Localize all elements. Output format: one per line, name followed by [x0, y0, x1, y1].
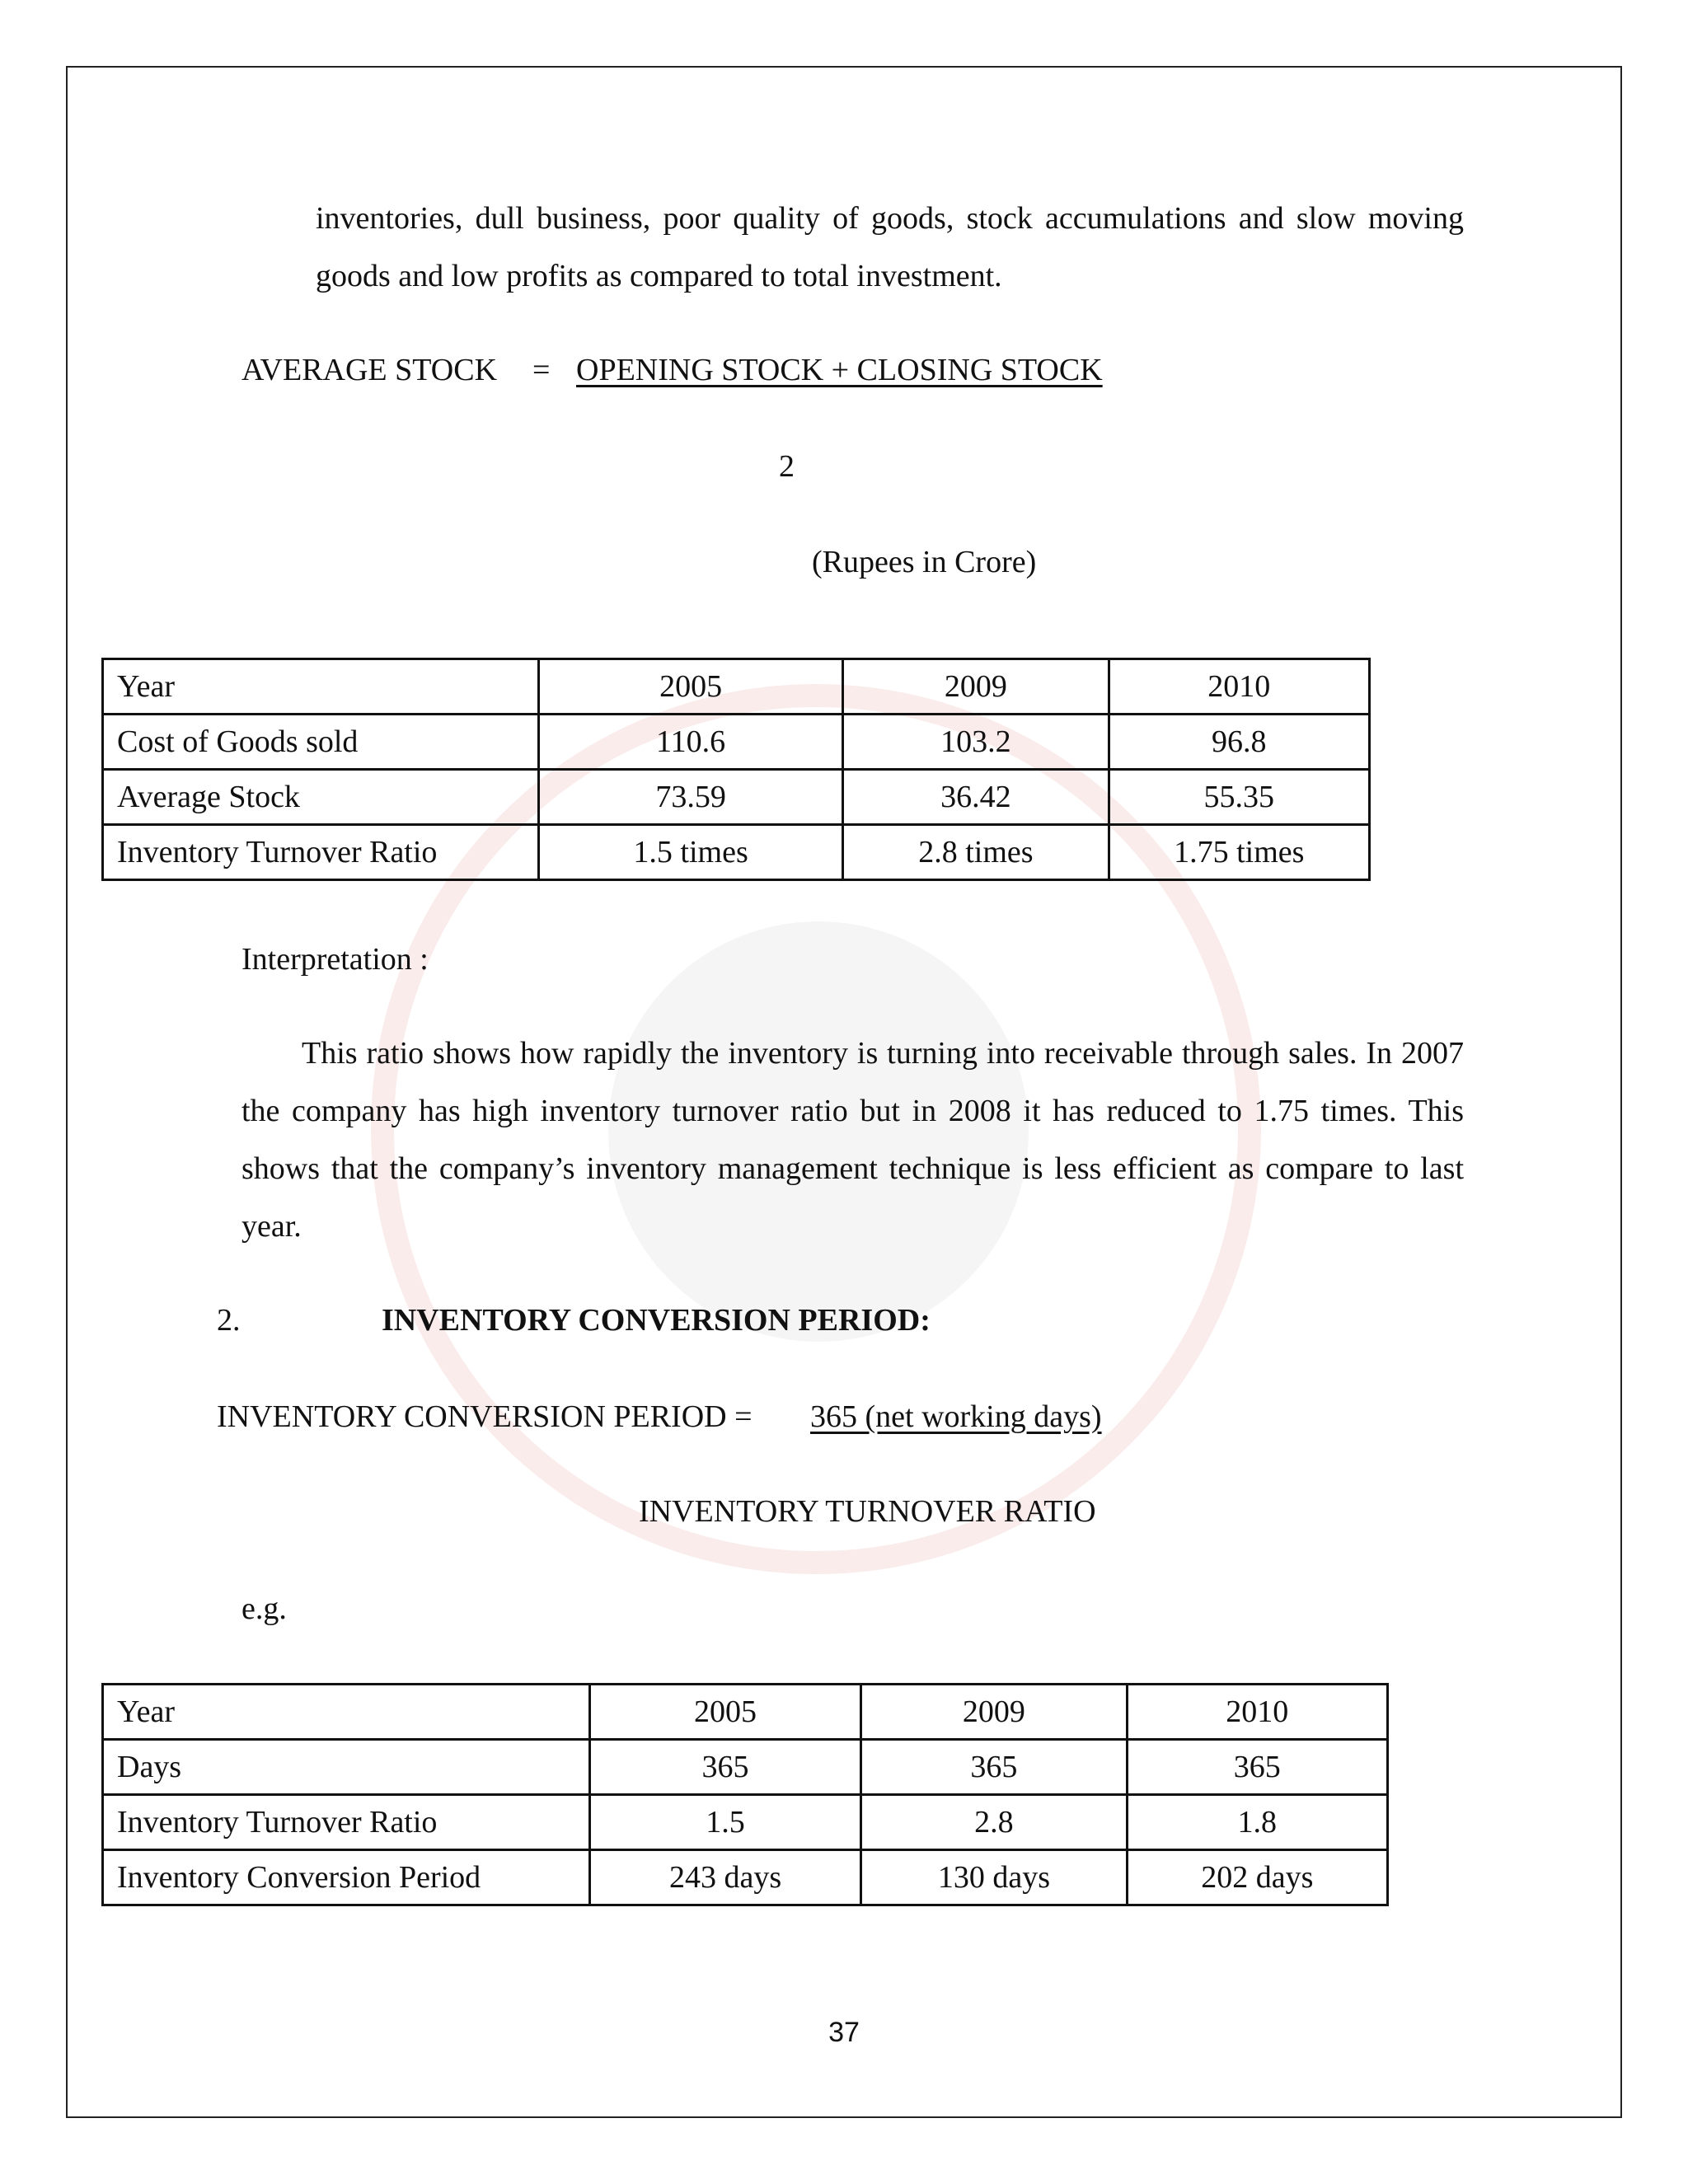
example-label: e.g. [241, 1591, 287, 1626]
table-cell: 202 days [1127, 1850, 1387, 1905]
table-cell: 2.8 [861, 1795, 1127, 1850]
table-cell: 243 days [589, 1850, 860, 1905]
table-cell: 2010 [1109, 659, 1369, 715]
formula1-denominator: 2 [779, 449, 795, 484]
table-cell: Average Stock [103, 770, 539, 825]
table-cell: 103.2 [843, 715, 1109, 770]
table-cell: 2005 [589, 1685, 860, 1740]
formula2-lhs: INVENTORY CONVERSION PERIOD = [217, 1399, 753, 1434]
table-cell: 73.59 [538, 770, 842, 825]
table-cell: Inventory Conversion Period [103, 1850, 590, 1905]
table-row [103, 1795, 1388, 1850]
formula1-numerator: OPENING STOCK + CLOSING STOCK [576, 353, 1103, 387]
table-cell: 2005 [538, 659, 842, 715]
table-cell: 365 [1127, 1740, 1387, 1795]
table-row [103, 715, 1370, 770]
table-row [103, 825, 1370, 880]
inventory-conversion-table [101, 1683, 1389, 1906]
table-cell: 2010 [1127, 1685, 1387, 1740]
table-cell: 55.35 [1109, 770, 1369, 825]
table-row [103, 1685, 1388, 1740]
section-title: INVENTORY CONVERSION PERIOD: [382, 1303, 931, 1338]
table-cell: 365 [589, 1740, 860, 1795]
table-cell: Year [103, 659, 539, 715]
table-cell: Inventory Turnover Ratio [103, 1795, 590, 1850]
table-cell: 1.5 times [538, 825, 842, 880]
table-cell: Days [103, 1740, 590, 1795]
table-cell: 2009 [843, 659, 1109, 715]
table-row [103, 770, 1370, 825]
interpretation-heading: Interpretation : [241, 942, 429, 977]
intro-paragraph: inventories, dull business, poor quality of goods, stock accumulations and slow moving goods and low profits as compared to total investment. [316, 201, 1464, 293]
table-cell: Year [103, 1685, 590, 1740]
interpretation-paragraph: This ratio shows how rapidly the inventory is turning into receivable through sales. In 2007 the company has high inventory turnover ratio but in 2008 it has reduced to 1.75 times. This shows that the company’s inventory management technique is less efficient as compare to last year. [241, 1036, 1464, 1244]
formula2-numerator: 365 (net working days) [810, 1399, 1102, 1434]
table-cell: 365 [861, 1740, 1127, 1795]
table-cell: 130 days [861, 1850, 1127, 1905]
formula1-lhs: AVERAGE STOCK [241, 353, 498, 387]
table-cell: 1.5 [589, 1795, 860, 1850]
formula2-denominator: INVENTORY TURNOVER RATIO [639, 1494, 1096, 1529]
table-cell: 2009 [861, 1685, 1127, 1740]
table-cell: 96.8 [1109, 715, 1369, 770]
table-cell: 36.42 [843, 770, 1109, 825]
table-row [103, 1850, 1388, 1905]
table-cell: 1.75 times [1109, 825, 1369, 880]
formula1-equals: = [532, 353, 551, 387]
table-cell: 2.8 times [843, 825, 1109, 880]
table-cell: Cost of Goods sold [103, 715, 539, 770]
page-number: 37 [828, 2017, 860, 2048]
table-cell: Inventory Turnover Ratio [103, 825, 539, 880]
table-cell: 110.6 [538, 715, 842, 770]
table-row [103, 659, 1370, 715]
table-row [103, 1740, 1388, 1795]
section-number: 2. [217, 1303, 241, 1338]
units-note: (Rupees in Crore) [812, 545, 1037, 579]
table-cell: 1.8 [1127, 1795, 1387, 1850]
inventory-turnover-table [101, 658, 1371, 881]
